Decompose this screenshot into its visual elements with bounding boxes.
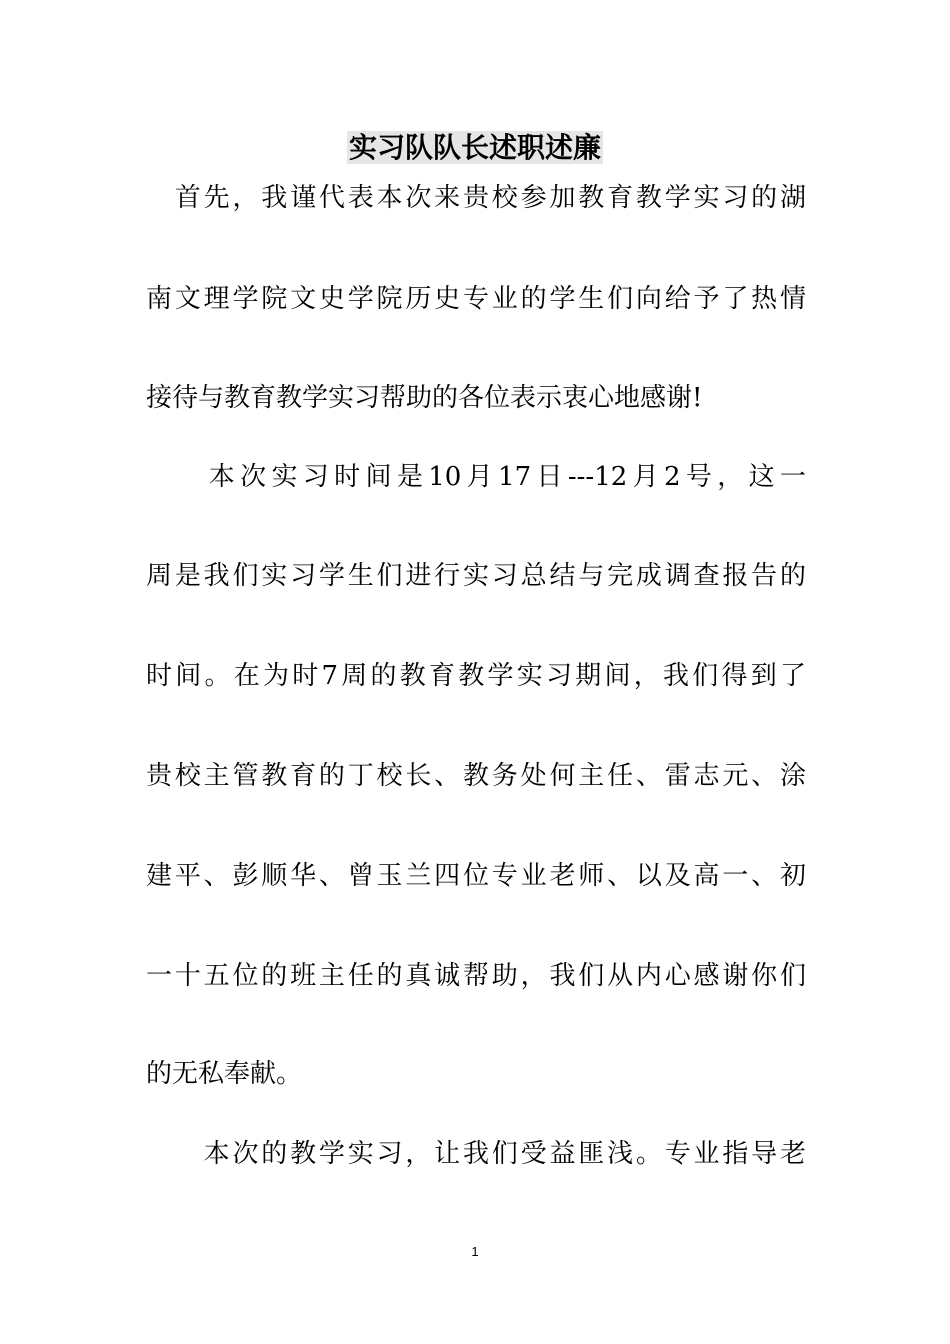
paragraph-line: 建平、彭顺华、曾玉兰四位专业老师、以及高一、初	[146, 861, 806, 891]
document-title-text: 实习队队长述职述廉	[348, 131, 601, 164]
paragraph-line: 一十五位的班主任的真诚帮助，我们从内心感谢你们	[146, 961, 806, 991]
paragraph-line: 本次实习时间是10月17日---12月2号，这一	[146, 462, 806, 492]
paragraph-line: 贵校主管教育的丁校长、教务处何主任、雷志元、涂	[146, 761, 806, 791]
document-title	[0, 126, 950, 170]
page-number: 1	[471, 1244, 479, 1259]
paragraph-line: 本次的教学实习，让我们受益匪浅。专业指导老	[146, 1139, 806, 1169]
paragraph-line: 南文理学院文史学院历史专业的学生们向给予了热情	[146, 284, 806, 314]
paragraph-line: 的无私奉献。	[146, 1059, 303, 1089]
paragraph-line: 首先，我谨代表本次来贵校参加教育教学实习的湖	[146, 183, 806, 213]
paragraph-line: 接待与教育教学实习帮助的各位表示衷心地感谢!	[146, 383, 703, 413]
paragraph-line: 时间。在为时7周的教育教学实习期间，我们得到了	[146, 661, 806, 691]
paragraph-line: 周是我们实习学生们进行实习总结与完成调查报告的	[146, 561, 806, 591]
